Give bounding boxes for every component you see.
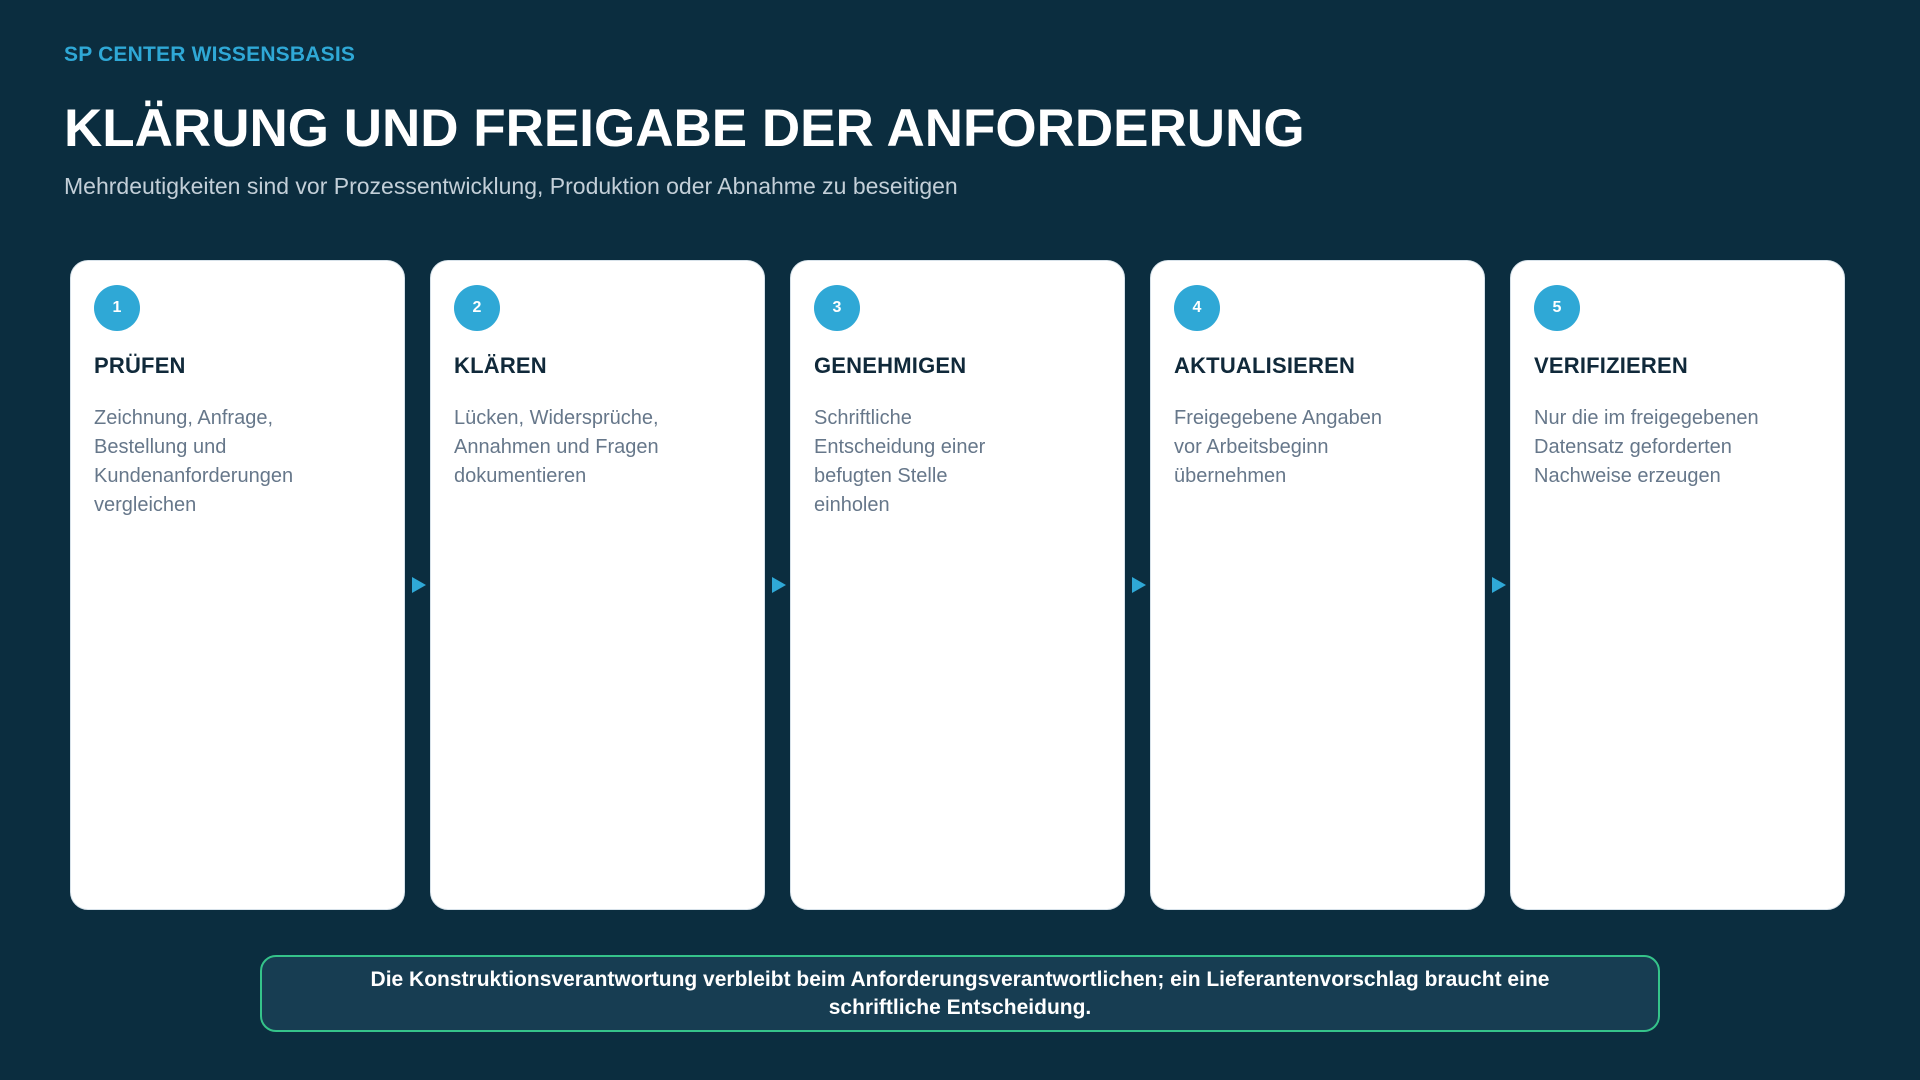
step-title: VERIFIZIEREN: [1534, 353, 1688, 378]
step-title: AKTUALISIEREN: [1174, 353, 1356, 378]
step-description: Schriftliche Entscheidung einer befugten Stelle einholen: [814, 407, 986, 516]
step-description: Freigegebene Angaben vor Arbeitsbeginn übernehmen: [1174, 407, 1382, 487]
step-description: Nur die im freigegebenen Datensatz geforderten Nachweise erzeugen: [1534, 407, 1759, 487]
step-card-verifizieren: [1510, 260, 1845, 910]
step-number-badge: 3: [814, 285, 860, 331]
step-card-klaeren: [430, 260, 765, 910]
brand-kicker: SP CENTER WISSENSBASIS: [64, 43, 356, 66]
step-title: KLÄREN: [454, 353, 547, 378]
step-title: GENEHMIGEN: [814, 353, 967, 378]
arrow-right-icon: [1132, 577, 1146, 593]
page-title: KLÄRUNG UND FREIGABE DER ANFORDERUNG: [64, 99, 1305, 158]
arrow-right-icon: [1492, 577, 1506, 593]
step-card-genehmigen: [790, 260, 1125, 910]
step-description: Lücken, Widersprüche, Annahmen und Fragen dokumentieren: [454, 407, 659, 487]
step-card-aktualisieren: [1150, 260, 1485, 910]
step-number-badge: 1: [94, 285, 140, 331]
step-number-badge: 2: [454, 285, 500, 331]
step-number-badge: 4: [1174, 285, 1220, 331]
step-title: PRÜFEN: [94, 353, 186, 378]
step-card-pruefen: [70, 260, 405, 910]
page-subtitle: Mehrdeutigkeiten sind vor Prozessentwicklung, Produktion oder Abnahme zu beseitigen: [64, 173, 958, 199]
step-description: Zeichnung, Anfrage, Bestellung und Kundenanforderungen vergleichen: [94, 407, 294, 516]
step-number-badge: 5: [1534, 285, 1580, 331]
arrow-right-icon: [772, 577, 786, 593]
arrow-right-icon: [412, 577, 426, 593]
note-text: Die Konstruktionsverantwortung verbleibt beim Anforderungsverantwortlichen; ein Lieferantenvorschlag braucht eine schriftliche Entscheidung.: [370, 967, 1550, 1019]
design-responsibility-note: [260, 955, 1660, 1032]
